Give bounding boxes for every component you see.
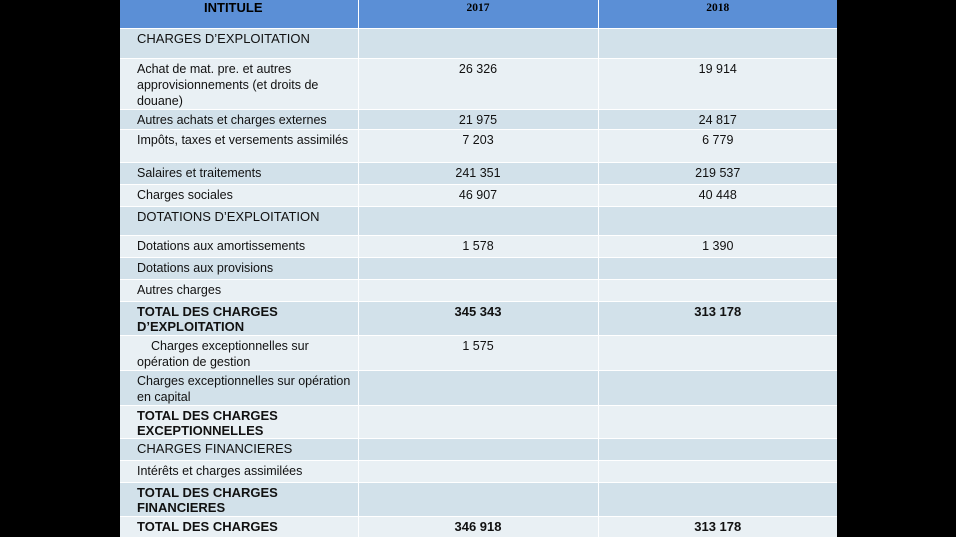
value-2018: [598, 483, 837, 517]
row-label: DOTATIONS D’EXPLOITATION: [120, 207, 358, 236]
value-2018: [598, 336, 837, 371]
value-2018: [598, 207, 837, 236]
row-label-text: Charges exceptionnelles sur opération de gestion: [137, 339, 309, 369]
table-row: [120, 406, 837, 439]
value-2018: 313 178: [598, 302, 837, 336]
row-label: CHARGES D’EXPLOITATION: [120, 29, 358, 59]
value-2017: 241 351: [358, 163, 598, 185]
table-row: [120, 163, 837, 185]
charges-table: [120, 0, 837, 537]
row-label: Salaires et traitements: [120, 163, 358, 185]
value-2017: 21 975: [358, 110, 598, 130]
value-2018: 19 914: [598, 59, 837, 110]
value-2017: 345 343: [358, 302, 598, 336]
value-2017: 26 326: [358, 59, 598, 110]
value-2017: 346 918: [358, 517, 598, 537]
value-2018: [598, 258, 837, 280]
value-2017: 1 578: [358, 236, 598, 258]
table-row: [120, 280, 837, 302]
row-label: TOTAL DES CHARGES: [120, 517, 358, 537]
value-2018: 40 448: [598, 185, 837, 207]
value-2017: 1 575: [358, 336, 598, 371]
table-row: [120, 110, 837, 130]
row-label: Dotations aux provisions: [120, 258, 358, 280]
row-label: Dotations aux amortissements: [120, 236, 358, 258]
table-row: [120, 258, 837, 280]
row-label: TOTAL DES CHARGES D’EXPLOITATION: [120, 302, 358, 336]
value-2017: [358, 461, 598, 483]
value-2017: [358, 483, 598, 517]
table-row: [120, 483, 837, 517]
value-2017: [358, 29, 598, 59]
table-row: [120, 302, 837, 336]
header-intitule: INTITULE: [120, 0, 358, 29]
value-2017: [358, 439, 598, 461]
row-label: TOTAL DES CHARGES EXCEPTIONNELLES: [120, 406, 358, 439]
table-row: [120, 371, 837, 406]
value-2017: [358, 207, 598, 236]
header-row: [120, 0, 837, 29]
row-label: Autres achats et charges externes: [120, 110, 358, 130]
value-2017: [358, 371, 598, 406]
row-label: [120, 336, 358, 371]
value-2018: [598, 439, 837, 461]
row-label: TOTAL DES CHARGES FINANCIERES: [120, 483, 358, 517]
value-2018: [598, 280, 837, 302]
value-2018: [598, 29, 837, 59]
table-row: [120, 59, 837, 110]
value-2018: 219 537: [598, 163, 837, 185]
header-2017: 2017: [358, 0, 598, 29]
value-2017: [358, 280, 598, 302]
table-row: [120, 236, 837, 258]
table-row: [120, 336, 837, 371]
slide: [120, 0, 837, 537]
table-row: [120, 517, 837, 537]
table-row: [120, 461, 837, 483]
header-2018: 2018: [598, 0, 837, 29]
row-label: Charges sociales: [120, 185, 358, 207]
value-2017: 7 203: [358, 130, 598, 163]
table-row: [120, 207, 837, 236]
table-row: [120, 130, 837, 163]
value-2018: 6 779: [598, 130, 837, 163]
value-2017: 46 907: [358, 185, 598, 207]
value-2018: [598, 371, 837, 406]
row-label: Autres charges: [120, 280, 358, 302]
value-2018: 24 817: [598, 110, 837, 130]
row-label: Intérêts et charges assimilées: [120, 461, 358, 483]
value-2018: [598, 406, 837, 439]
row-label: CHARGES FINANCIERES: [120, 439, 358, 461]
row-label: Impôts, taxes et versements assimilés: [120, 130, 358, 163]
table-row: [120, 439, 837, 461]
value-2017: [358, 406, 598, 439]
table-row: [120, 185, 837, 207]
value-2017: [358, 258, 598, 280]
row-label: Charges exceptionnelles sur opération en capital: [120, 371, 358, 406]
row-label: Achat de mat. pre. et autres approvisionnements (et droits de douane): [120, 59, 358, 110]
value-2018: [598, 461, 837, 483]
value-2018: 313 178: [598, 517, 837, 537]
table-row: [120, 29, 837, 59]
value-2018: 1 390: [598, 236, 837, 258]
